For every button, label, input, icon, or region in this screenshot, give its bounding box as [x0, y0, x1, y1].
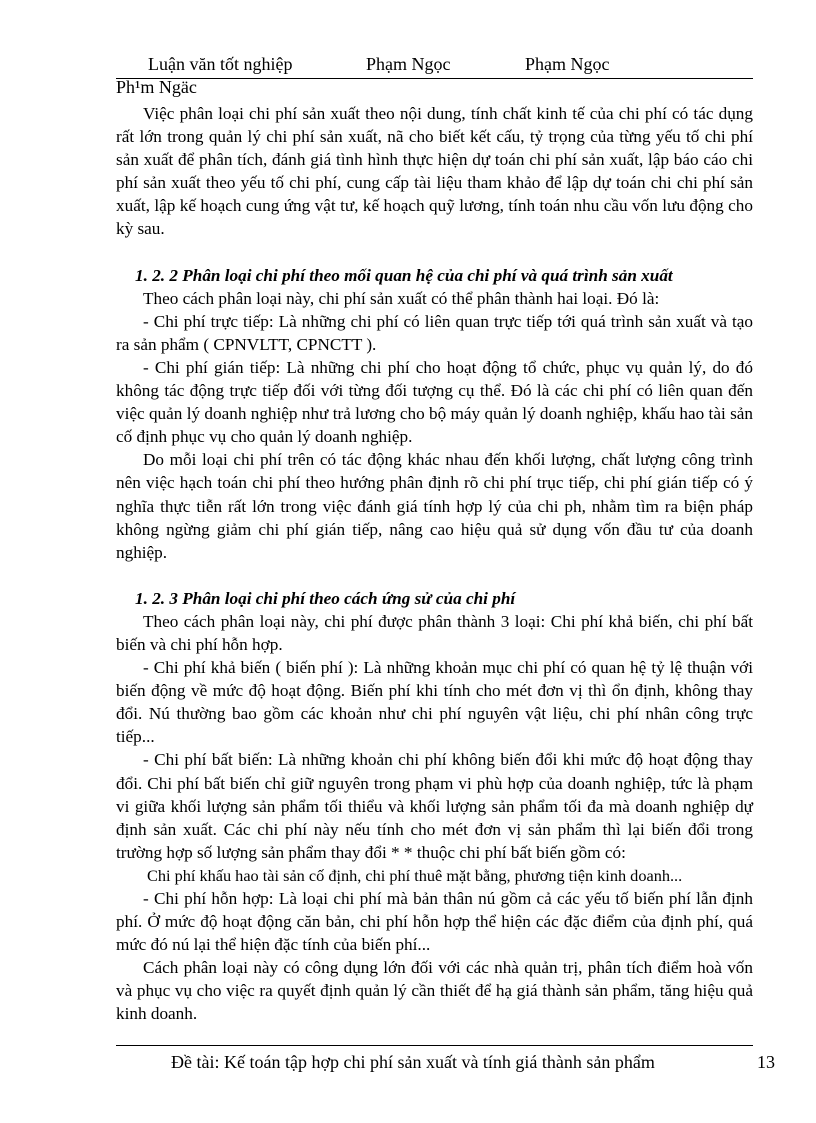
- paragraph-three-types: Theo cách phân loại này, chi phí được phân thành 3 loại: Chi phí khả biến, chi phí bất biến và chi phí hỗn hợp.: [116, 611, 753, 654]
- paragraph-fixed-cost-examples: Chi phí khấu hao tài sản cố định, chi phí thuê mặt bằng, phương tiện kinh doanh...: [147, 865, 683, 885]
- footer-thesis-title: Đề tài: Kế toán tập hợp chi phí sản xuất và tính giá thành sản phẩm: [171, 1052, 655, 1072]
- paragraph-impact: Do mỗi loại chi phí trên có tác động khác nhau đến khối lượng, chất lượng công trình nên việc hạch toán chi phí theo hướng phân định rõ chi phí trục tiếp, chi phí gián tiếp có ý nghĩa thực tiễn rất lớn trong việc đánh giá tính hợp lý của chi ph, nhằm tìm ra biện pháp không ngừng giảm chi phí gián tiếp, nâng cao hiệu quả sử dụng vốn đầu tư của doanh nghiệp.: [116, 450, 753, 562]
- paragraph-direct-cost: - Chi phí trực tiếp: Là những chi phí có liên quan trực tiếp tới quá trình sản xuất và tạo ra sản phẩm ( CPNVLTT, CPNCTT ).: [116, 311, 753, 354]
- paragraph-two-types: Theo cách phân loại này, chi phí sản xuất có thể phân thành hai loại. Đó là:: [143, 288, 660, 308]
- section-heading-1-2-2: 1. 2. 2 Phân loại chi phí theo mối quan hệ của chi phí và quá trình sản xuất: [135, 265, 673, 285]
- paragraph-classification-intro: Việc phân loại chi phí sản xuất theo nội dung, tính chất kinh tế của chi phí có tác dụng rất lớn trong quản lý chi phí sản xuất, nã cho biết kết cấu, tỷ trọng của từng yếu tố chi phí sản xuất để phân tích, đánh giá tình hình thực hiện dự toán chi phí sản xuất, lập báo cáo chi phí sản xuất theo yếu tố chi phí, cung cấp tài liệu tham khảo để lập dự toán chi chi phí sản xuất, lập kế hoạch cung ứng vật tư, kế hoạch quỹ lương, tính toán nhu cầu vốn lưu động cho kỳ sau.: [116, 104, 753, 239]
- header-author-continuation: Ph¹m Ngäc: [116, 77, 197, 97]
- header-author-2: Phạm Ngọc: [525, 54, 610, 74]
- section-heading-1-2-3: 1. 2. 3 Phân loại chi phí theo cách ứng sử của chi phí: [135, 588, 516, 608]
- page-footer: [116, 1045, 775, 1076]
- paragraph-conclusion: Cách phân loại này có công dụng lớn đối với các nhà quản trị, phân tích điểm hoà vốn và phục vụ cho việc ra quyết định quản lý cần thiết để hạ giá thành sản phẩm, tăng hiệu quả kinh doanh.: [116, 958, 753, 1024]
- document-body: [116, 102, 753, 1026]
- paragraph-fixed-cost: - Chi phí bất biến: Là những khoản chi phí không biến đổi khi mức độ hoạt động thay đổi. Chi phí bất biến chỉ giữ nguyên trong phạm vi phù hợp của doanh nghiệp, tức là phạm vi giữa khối lượng sản phẩm tối thiểu và khối lượng sản phẩm tối đa mà doanh nghiệp dự định sản xuất. Các chi phí này nếu tính cho mét đơn vị sản phẩm thì lại biến đổi trong trường hợp số lượng sản phẩm thay đổi * * thuộc chi phí bất biến gồm có:: [116, 750, 753, 862]
- header-author-1: Phạm Ngọc: [366, 54, 451, 74]
- header-thesis-label: Luận văn tốt nghiệp: [148, 54, 293, 74]
- paragraph-mixed-cost: - Chi phí hỗn hợp: Là loại chi phí mà bản thân nú gồm cả các yếu tố biến phí lẫn định phí. Ở mức độ hoạt động căn bản, chi phí hỗn hợp thể hiện các đặc điểm của định phí, quá mức đó nú lại thể hiện đặc tính của biến phí...: [116, 889, 753, 955]
- page-header: [116, 52, 753, 79]
- page-number: 13: [757, 1052, 775, 1072]
- paragraph-variable-cost: - Chi phí khả biến ( biến phí ): Là những khoản mục chi phí có quan hệ tỷ lệ thuận với biến động về mức độ hoạt động. Biến phí khi tính cho mét đơn vị thì ổn định, không thay đổi. Nú thường bao gồm các khoản như chi phí nguyên vật liệu, chi phí nhân công trực tiếp...: [116, 658, 753, 747]
- paragraph-indirect-cost: - Chi phí gián tiếp: Là những chi phí cho hoạt động tổ chức, phục vụ quản lý, do đó không tác động trực tiếp đối với từng đối tượng cụ thể. Đó là các chi phí có liên quan đến việc quản lý doanh nghiệp như trả lương cho bộ máy quản lý doanh nghiệp, khấu hao tài sản cố định phục vụ cho quản lý doanh nghiệp.: [116, 357, 753, 447]
